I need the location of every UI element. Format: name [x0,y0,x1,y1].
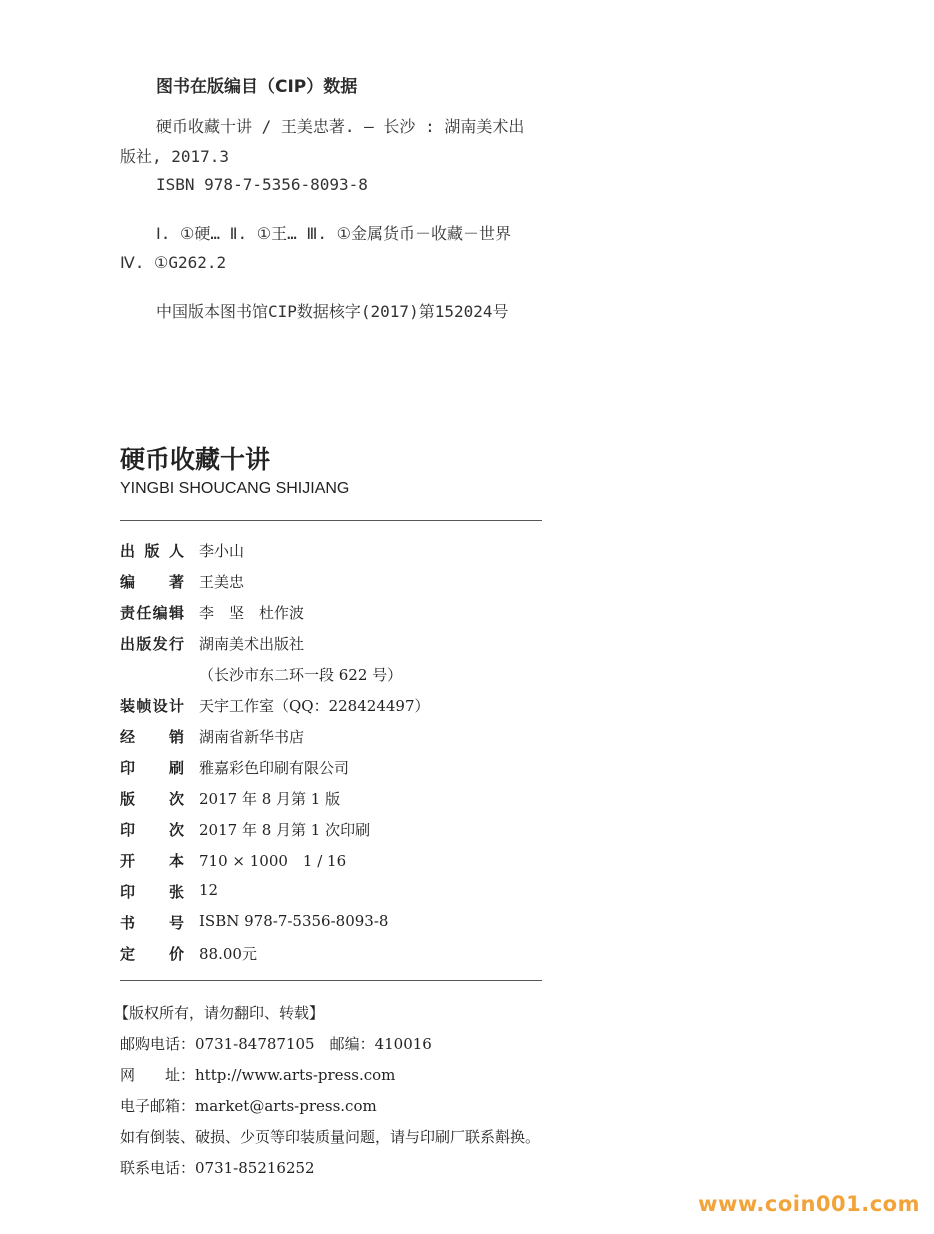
book-pinyin: YINGBI SHOUCANG SHIJIANG [120,480,350,497]
detail-label: 出版发行 [120,635,184,653]
detail-value: 12 [199,881,219,899]
detail-value: 710 × 1000 1 / 16 [199,852,347,870]
order-phone: 邮购电话：0731-84787105 邮编：410016 [120,1035,432,1053]
detail-value: ISBN 978-7-5356-8093-8 [199,912,389,930]
cip-isbn: ISBN 978-7-5356-8093-8 [156,175,368,194]
email: 电子邮箱：market@arts-press.com [120,1097,377,1115]
detail-value: （长沙市东二环一段 622 号） [199,666,403,684]
cip-classification-2: Ⅳ. ①G262.2 [120,253,227,272]
detail-label: 责任编辑 [120,604,184,622]
detail-label: 印刷 [120,759,184,777]
detail-value: 雅嘉彩色印刷有限公司 [199,759,350,777]
cip-line-2: 版社, 2017.3 [120,147,230,166]
detail-label: 出版人 [120,542,184,560]
detail-label: 印次 [120,821,184,839]
cip-record-number: 中国版本图书馆CIP数据核字(2017)第152024号 [156,302,509,321]
detail-label: 印张 [120,883,184,901]
top-divider [120,520,542,521]
detail-label: 装帧设计 [120,697,184,715]
bottom-divider [120,980,542,981]
cip-classification-1: Ⅰ. ①硬… Ⅱ. ①王… Ⅲ. ①金属货币－收藏－世界 [156,224,511,243]
detail-value: 2017 年 8 月第 1 版 [199,790,341,808]
watermark: www.coin001.com [698,1192,920,1216]
detail-value: 李小山 [199,542,245,560]
quality-notice: 如有倒装、破损、少页等印装质量问题，请与印刷厂联系斢换。 [120,1128,541,1146]
website: 网 址：http://www.arts-press.com [120,1066,396,1084]
cip-heading: 图书在版编目（CIP）数据 [156,77,358,97]
book-title: 硬币收藏十讲 [120,445,271,474]
detail-label: 编著 [120,573,184,591]
detail-value: 88.00元 [199,945,257,963]
cip-line-1: 硬币收藏十讲 / 王美忠著. — 长沙 : 湖南美术出 [156,117,525,136]
contact-phone: 联系电话：0731-85216252 [120,1159,315,1177]
detail-value: 湖南美术出版社 [199,635,305,653]
detail-label: 开本 [120,852,184,870]
detail-value: 2017 年 8 月第 1 次印刷 [199,821,371,839]
detail-label: 定价 [120,945,184,963]
detail-value: 天宇工作室（QQ：228424497） [199,697,430,715]
detail-label: 版次 [120,790,184,808]
detail-value: 王美忠 [199,573,245,591]
detail-label: 经销 [120,728,184,746]
copyright-notice: 【版权所有，请勿翻印、转载】 [114,1004,325,1022]
detail-value: 李 坚 杜作波 [199,604,305,622]
detail-value: 湖南省新华书店 [199,728,305,746]
detail-label: 书号 [120,914,184,932]
